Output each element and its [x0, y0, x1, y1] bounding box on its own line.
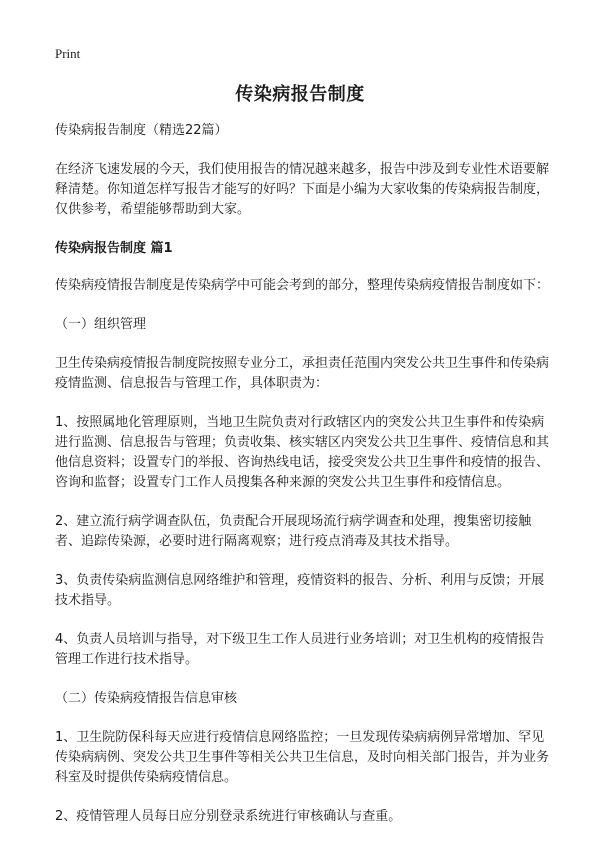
intro-paragraph: 在经济飞速发展的今天，我们使用报告的情况越来越多，报告中涉及到专业性术语要解释清楚。你知道怎样写报告才能写的好吗？下面是小编为大家收集的传染病报告制度，仅供参考，希望能够帮助到大家。: [55, 162, 550, 217]
list-item: 2、疫情管理人员每日应分别登录系统进行审核确认与查重。: [55, 809, 402, 824]
subsection-heading: （一）组织管理: [55, 317, 147, 332]
body-paragraph: 卫生传染病疫情报告制度院按照专业分工，承担责任范围内突发公共卫生事件和传染病疫情监测、信息报告与管理工作，具体职责为：: [55, 356, 550, 391]
print-label: Print: [55, 46, 81, 61]
list-item: 3、负责传染病监测信息网络维护和管理，疫情资料的报告、分析、利用与反馈；开展技术指导。: [55, 573, 545, 608]
page-title: 传染病报告制度: [235, 84, 365, 105]
list-item: 1、按照属地化管理原则，当地卫生院负责对行政辖区内的突发公共卫生事件和传染病进行监测、信息报告与管理；负责收集、核实辖区内突发公共卫生事件、疫情信息和其他信息资料；设置专门的举报、咨询热线电话，接受突发公共卫生事件和疫情的报告、咨询和监督；设置专门工作人员搜集各种来源的突发公共卫生事件和疫情信息。: [55, 415, 550, 490]
subsection-heading: （二）传染病疫情报告信息审核: [55, 691, 238, 706]
list-item: 1、卫生院防保科每天应进行疫情信息网络监控；一旦发现传染病病例异常增加、罕见传染病病例、突发公共卫生事件等相关公共卫生信息，及时向相关部门报告，并为业务科室及时提供传染病疫情信息。: [55, 730, 550, 785]
list-item: 2、建立流行病学调查队伍，负责配合开展现场流行病学调查和处理，搜集密切接触者、追踪传染源，必要时进行隔离观察；进行疫点消毒及其技术指导。: [55, 514, 532, 549]
body-paragraph: 传染病疫情报告制度是传染病学中可能会考到的部分，整理传染病疫情报告制度如下：: [55, 278, 550, 293]
document-body: [55, 121, 555, 846]
document-subtitle: 传染病报告制度（精选22篇）: [55, 123, 228, 138]
section-heading: 传染病报告制度 篇1: [55, 241, 173, 256]
list-item: 4、负责人员培训与指导，对下级卫生工作人员进行业务培训；对卫生机构的疫情报告管理工作进行技术指导。: [55, 632, 545, 667]
